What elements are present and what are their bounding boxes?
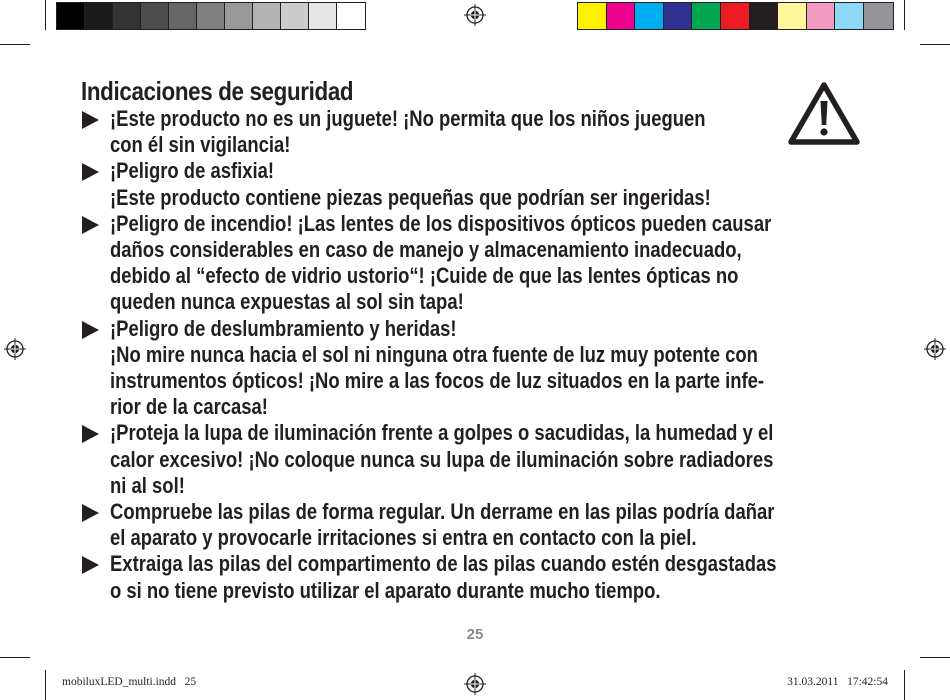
slug-datetime: 31.03.2011 17:42:54 bbox=[787, 676, 888, 688]
bullet-arrow-icon bbox=[82, 216, 99, 234]
color-swatch bbox=[607, 3, 636, 29]
item-text-line: calor excesivo! ¡No coloque nunca su lupa de iluminación sobre radiadores bbox=[110, 446, 774, 472]
color-swatch bbox=[337, 3, 365, 29]
crop-mark bbox=[0, 44, 30, 45]
item-text-line: Extraiga las pilas del compartimento de las pilas cuando estén desgastadas bbox=[110, 551, 777, 577]
color-swatch bbox=[309, 3, 337, 29]
safety-list-item bbox=[80, 106, 870, 158]
item-text-line: ¡Peligro de deslumbramiento y heridas! bbox=[110, 315, 457, 341]
safety-list-item bbox=[80, 316, 870, 421]
color-swatch bbox=[864, 3, 893, 29]
color-swatch bbox=[750, 3, 779, 29]
color-swatch bbox=[85, 3, 113, 29]
registration-mark-icon bbox=[464, 4, 486, 26]
bullet-arrow-icon bbox=[82, 163, 99, 181]
bullet-arrow-icon bbox=[82, 556, 99, 574]
safety-instructions-section bbox=[80, 76, 870, 604]
color-swatch bbox=[225, 3, 253, 29]
item-text-line: debido al “efecto de vidrio ustorio“! ¡Cuide de que las lentes ópticas no bbox=[110, 263, 739, 289]
item-text-line: ¡Este producto no es un juguete! ¡No permita que los niños jueguen bbox=[110, 106, 706, 131]
item-text-line: ¡Peligro de asfixia! bbox=[110, 158, 275, 184]
color-swatch bbox=[113, 3, 141, 29]
item-text-line: ni al sol! bbox=[110, 472, 185, 498]
item-text-line: con él sin vigilancia! bbox=[110, 132, 291, 158]
color-swatch bbox=[835, 3, 864, 29]
safety-list-item bbox=[80, 420, 870, 499]
crop-mark bbox=[45, 0, 46, 30]
item-text-line: Compruebe las pilas de forma regular. Un derrame en las pilas podría dañar bbox=[110, 499, 775, 525]
color-swatch bbox=[721, 3, 750, 29]
crop-mark bbox=[920, 657, 950, 658]
crop-mark bbox=[0, 657, 30, 658]
safety-list-item bbox=[80, 499, 870, 551]
item-text-line: ¡Peligro de incendio! ¡Las lentes de los dispositivos ópticos pueden causar bbox=[110, 210, 772, 236]
color-swatch bbox=[635, 3, 664, 29]
registration-mark-icon bbox=[464, 673, 486, 695]
bullet-arrow-icon bbox=[82, 321, 99, 339]
process-color-bar bbox=[577, 2, 894, 30]
bullet-arrow-icon bbox=[82, 425, 99, 443]
item-text-line: ¡No mire nunca hacia el sol ni ninguna otra fuente de luz muy potente con bbox=[110, 341, 758, 367]
item-text-line: o si no tiene previsto utilizar el aparato durante mucho tiempo. bbox=[110, 577, 661, 603]
bullet-arrow-icon bbox=[82, 504, 99, 522]
safety-list-item bbox=[80, 551, 870, 603]
safety-list bbox=[80, 106, 870, 604]
item-text-line: ¡Este producto contiene piezas pequeñas que podrían ser ingeridas! bbox=[110, 184, 711, 210]
item-text-line: daños considerables en caso de manejo y almacenamiento inadecuado, bbox=[110, 237, 742, 263]
section-heading: Indicaciones de seguridad bbox=[81, 76, 354, 106]
item-text-line: rior de la carcasa! bbox=[110, 394, 268, 420]
crop-mark bbox=[45, 670, 46, 700]
item-text-line: ¡Proteja la lupa de iluminación frente a golpes o sacudidas, la humedad y el bbox=[110, 420, 774, 446]
color-swatch bbox=[578, 3, 607, 29]
color-swatch bbox=[807, 3, 836, 29]
color-swatch bbox=[141, 3, 169, 29]
safety-list-item bbox=[80, 158, 870, 210]
item-text-line: queden nunca expuestas al sol sin tapa! bbox=[110, 289, 464, 315]
slug-file-info: mobiluxLED_multi.indd 25 bbox=[62, 676, 197, 688]
registration-mark-icon bbox=[924, 338, 946, 360]
color-swatch bbox=[692, 3, 721, 29]
registration-mark-icon bbox=[4, 338, 26, 360]
bullet-arrow-icon bbox=[82, 111, 99, 129]
gray-scale-color-bar bbox=[56, 2, 366, 30]
crop-mark bbox=[920, 44, 950, 45]
crop-mark bbox=[904, 0, 905, 30]
color-swatch bbox=[57, 3, 85, 29]
color-swatch bbox=[197, 3, 225, 29]
color-swatch bbox=[253, 3, 281, 29]
crop-mark bbox=[904, 670, 905, 700]
item-text-line: instrumentos ópticos! ¡No mire a las focos de luz situados en la parte infe- bbox=[110, 368, 765, 394]
page-number: 25 bbox=[466, 626, 484, 643]
safety-list-item bbox=[80, 211, 870, 316]
color-swatch bbox=[169, 3, 197, 29]
color-swatch bbox=[281, 3, 309, 29]
color-swatch bbox=[664, 3, 693, 29]
item-text-line: el aparato y provocarle irritaciones si entra en contacto con la piel. bbox=[110, 525, 697, 551]
color-swatch bbox=[778, 3, 807, 29]
